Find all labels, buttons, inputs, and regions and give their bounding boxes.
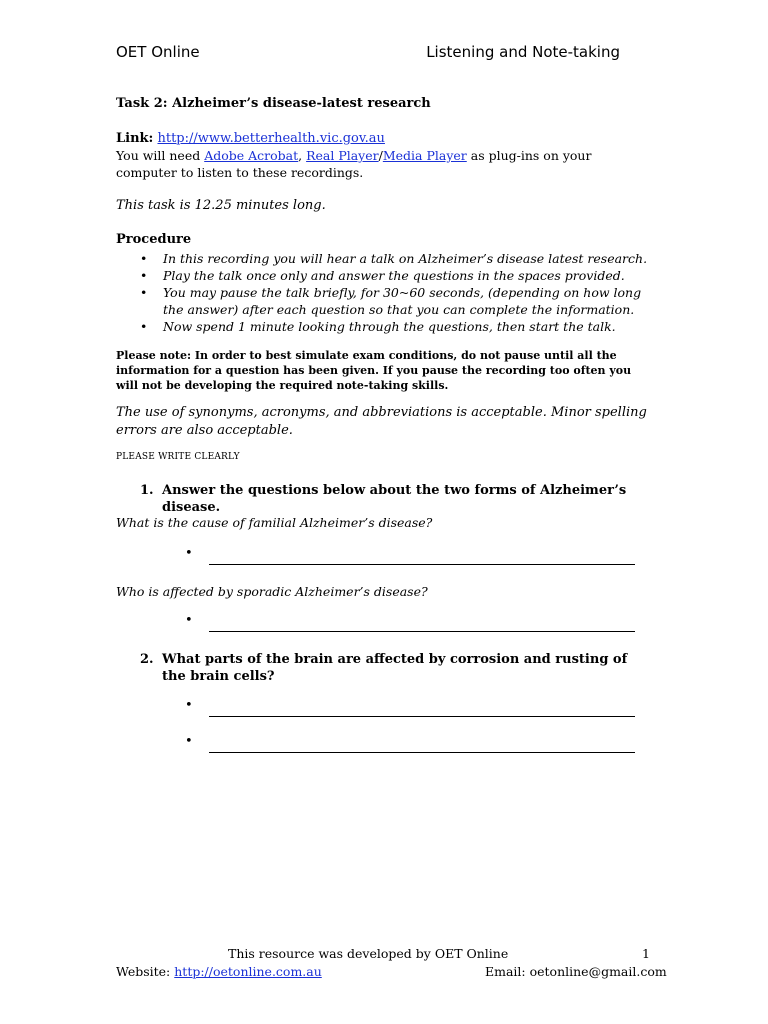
question-1a: What is the cause of familial Alzheimer’s disease? <box>116 515 433 530</box>
procedure-item-text: Play the talk once only and answer the questions in the spaces provided. <box>163 268 625 283</box>
bullet-icon: • <box>140 251 148 266</box>
bullet-icon: • <box>140 285 148 300</box>
question-1-number: 1. <box>140 483 154 498</box>
procedure-item <box>116 284 661 318</box>
page-number: 1 <box>642 946 650 961</box>
question-2-text: What parts of the brain are affected by corrosion and rusting of the brain cells? <box>162 652 628 684</box>
question-1-text: Answer the questions below about the two forms of Alzheimer’s disease. <box>162 483 627 515</box>
header-left: OET Online <box>116 43 200 61</box>
procedure-item-text: You may pause the talk briefly, for 30~60 seconds, (depending on how long the answer) after each question so that you can complete the information. <box>163 285 642 317</box>
task-duration: This task is 12.25 minutes long. <box>116 198 326 213</box>
footer-developed-by: This resource was developed by OET Online <box>228 946 509 961</box>
answer-line-2b[interactable] <box>185 734 635 753</box>
plugins-suffix: as plug-ins on your computer to listen to these recordings. <box>116 148 592 180</box>
real-player-link[interactable]: Real Player <box>306 148 379 163</box>
procedure-item <box>116 267 661 284</box>
answer-underline <box>209 716 635 717</box>
answer-line-1a[interactable] <box>185 546 635 565</box>
page-header <box>116 43 626 63</box>
question-2 <box>140 651 640 685</box>
question-1b: Who is affected by sporadic Alzheimer’s disease? <box>116 584 428 599</box>
please-note: Please note: In order to best simulate exam conditions, do not pause until all the information for a question has been given. If you pause the recording too often you will not be developing the required note-taking skills. <box>116 349 632 392</box>
procedure-heading: Procedure <box>116 232 192 247</box>
answer-line-1b[interactable] <box>185 613 635 632</box>
procedure-item-text: In this recording you will hear a talk on Alzheimer’s disease latest research. <box>163 251 648 266</box>
question-2-number: 2. <box>140 652 154 667</box>
write-clearly: PLEASE WRITE CLEARLY <box>116 452 240 462</box>
synonyms-note: The use of synonyms, acronyms, and abbreviations is acceptable. Minor spelling errors are also acceptable. <box>116 405 647 438</box>
procedure-item-text: Now spend 1 minute looking through the questions, then start the talk. <box>163 319 616 334</box>
bullet-icon: • <box>185 613 193 628</box>
link-label: Link: <box>116 131 154 146</box>
bullet-icon: • <box>140 319 148 334</box>
plugins-sep-1: , <box>298 148 307 163</box>
answer-underline <box>209 752 635 753</box>
plugins-text <box>116 147 636 181</box>
question-1 <box>140 482 640 516</box>
betterhealth-link[interactable]: http://www.betterhealth.vic.gov.au <box>157 131 385 146</box>
bullet-icon: • <box>185 698 193 713</box>
footer-email: Email: oetonline@gmail.com <box>485 964 667 979</box>
plugins-prefix: You will need <box>116 148 205 163</box>
procedure-item <box>116 318 661 335</box>
task-title: Task 2: Alzheimer’s disease-latest research <box>116 96 431 111</box>
footer-website <box>116 964 322 979</box>
media-player-link[interactable]: Media Player <box>382 148 467 163</box>
answer-line-2a[interactable] <box>185 698 635 717</box>
procedure-list <box>116 250 661 335</box>
answer-underline <box>209 564 635 565</box>
bullet-icon: • <box>140 268 148 283</box>
adobe-acrobat-link[interactable]: Adobe Acrobat <box>204 148 299 163</box>
procedure-item <box>116 250 661 267</box>
bullet-icon: • <box>185 734 193 749</box>
answer-underline <box>209 631 635 632</box>
bullet-icon: • <box>185 546 193 561</box>
website-label: Website: <box>116 964 175 979</box>
header-right: Listening and Note-taking <box>426 43 620 61</box>
link-line <box>116 131 385 146</box>
plugins-sep-2: / <box>378 148 383 163</box>
website-link[interactable]: http://oetonline.com.au <box>174 964 322 979</box>
